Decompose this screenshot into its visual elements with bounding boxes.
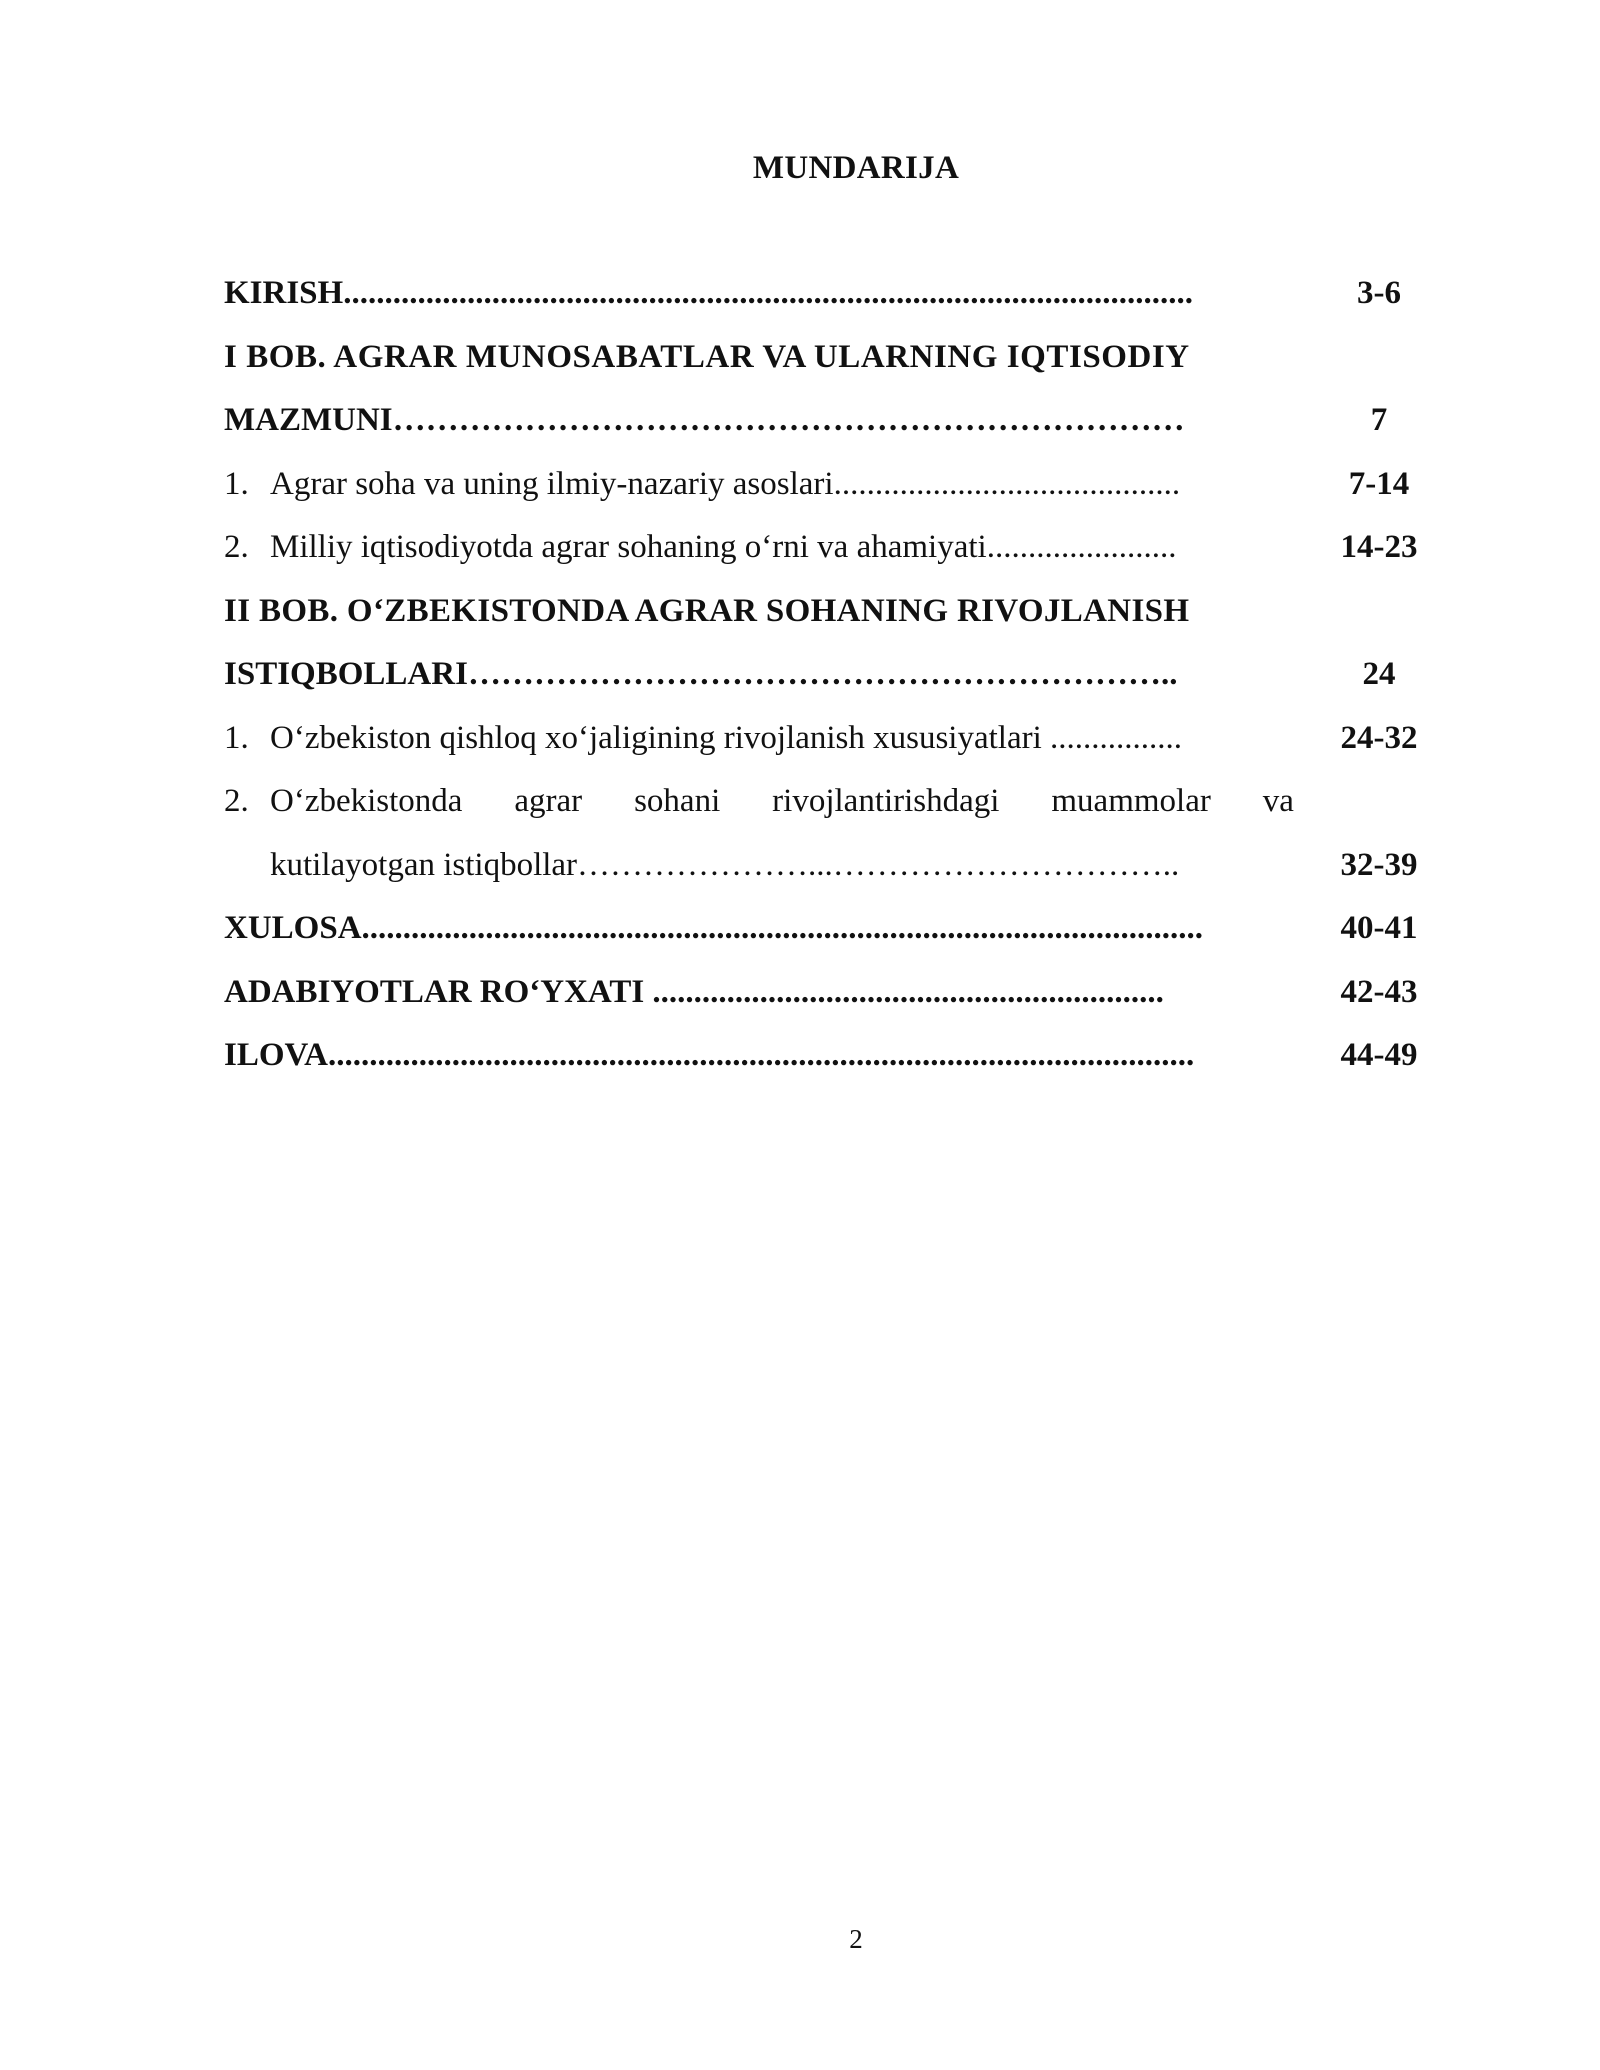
toc-entry-label: ISTIQBOLLARI <box>224 656 468 692</box>
toc-entry-word: muammolar <box>1051 783 1211 819</box>
toc-entry-label: XULOSA <box>224 910 362 946</box>
toc-entry-number: 2. <box>224 529 249 565</box>
toc-entry-section-2-1[interactable] <box>224 707 1448 771</box>
toc-entry-label: KIRISH <box>224 275 344 311</box>
toc-entry-section-2-2-line1[interactable] <box>224 770 1448 834</box>
toc-leader: ……………………………………………………….. <box>467 656 1178 692</box>
toc-leader: ......................................................................................................... <box>327 1037 1195 1073</box>
toc-entry-section-1-2[interactable] <box>224 516 1448 580</box>
toc-page-number: 24 <box>1362 656 1396 692</box>
toc-entry-label: O‘zbekiston qishloq xo‘jaligining rivojlanish xususiyatlari <box>270 719 1042 756</box>
toc-entry-label: I BOB. AGRAR MUNOSABATLAR VA ULARNING IQTISODIY <box>224 338 1190 375</box>
toc-page-number: 7 <box>1370 402 1388 438</box>
toc-entry-chapter-2-line1[interactable] <box>224 580 1448 644</box>
toc-entry-adabiyotlar[interactable] <box>224 961 1448 1025</box>
toc-entry-section-2-2-line2[interactable] <box>224 834 1448 898</box>
toc-entry-label: ILOVA <box>224 1037 328 1073</box>
toc-entry-label: ADABIYOTLAR RO‘YXATI <box>224 973 645 1010</box>
toc-entry-word: sohani <box>634 783 721 819</box>
toc-leader: ...................................................................................................... <box>361 910 1204 946</box>
toc-entry-kirish[interactable] <box>224 262 1448 326</box>
toc-entry-chapter-1-line1[interactable] <box>224 326 1448 390</box>
toc-leader: ....................... <box>986 529 1177 565</box>
toc-page-number: 42-43 <box>1340 973 1418 1010</box>
toc-title: MUNDARIJA <box>752 150 960 186</box>
toc-entry-section-1-1[interactable] <box>224 453 1448 517</box>
toc-leader: ……………………………………………………………… <box>392 402 1185 438</box>
toc-entry-number: 2. <box>224 783 249 819</box>
toc-page-number: 24-32 <box>1340 719 1418 756</box>
table-of-contents <box>224 262 1448 1088</box>
toc-entry-chapter-1-line2[interactable] <box>224 389 1448 453</box>
toc-entry-label: II BOB. O‘ZBEKISTONDA AGRAR SOHANING RIVOJLANISH <box>224 592 1190 629</box>
toc-leader: .......................................... <box>833 465 1181 502</box>
page-number: 2 <box>849 1924 863 1954</box>
toc-entry-xulosa[interactable] <box>224 897 1448 961</box>
toc-entry-ilova[interactable] <box>224 1024 1448 1088</box>
toc-entry-label: Agrar soha va uning ilmiy-nazariy asoslari <box>270 465 834 502</box>
toc-leader: ................ <box>1041 719 1182 756</box>
toc-entry-word: rivojlantirishdagi <box>772 783 1000 819</box>
toc-leader: …………………...………………………….. <box>577 846 1180 883</box>
toc-page-number: 7-14 <box>1348 465 1410 502</box>
toc-entry-number: 1. <box>224 719 249 756</box>
toc-entry-number: 1. <box>224 465 249 502</box>
toc-entry-label: MAZMUNI <box>224 402 393 438</box>
toc-entry-word: O‘zbekistonda <box>270 783 463 819</box>
toc-entry-word: va <box>1262 783 1294 819</box>
toc-leader: ....................................................................................................... <box>343 275 1193 311</box>
toc-entry-word: agrar <box>514 783 583 819</box>
toc-entry-label: kutilayotgan istiqbollar <box>270 846 578 883</box>
toc-leader: .............................................................. <box>644 973 1164 1010</box>
toc-page-number: 14-23 <box>1340 529 1418 565</box>
toc-entry-label: Milliy iqtisodiyotda agrar sohaning o‘rni va ahamiyati <box>270 529 987 565</box>
toc-page-number: 44-49 <box>1340 1037 1418 1073</box>
toc-page-number: 3-6 <box>1357 275 1401 311</box>
toc-entry-chapter-2-line2[interactable] <box>224 643 1448 707</box>
toc-page-number: 32-39 <box>1340 846 1418 883</box>
toc-page-number: 40-41 <box>1340 910 1418 946</box>
